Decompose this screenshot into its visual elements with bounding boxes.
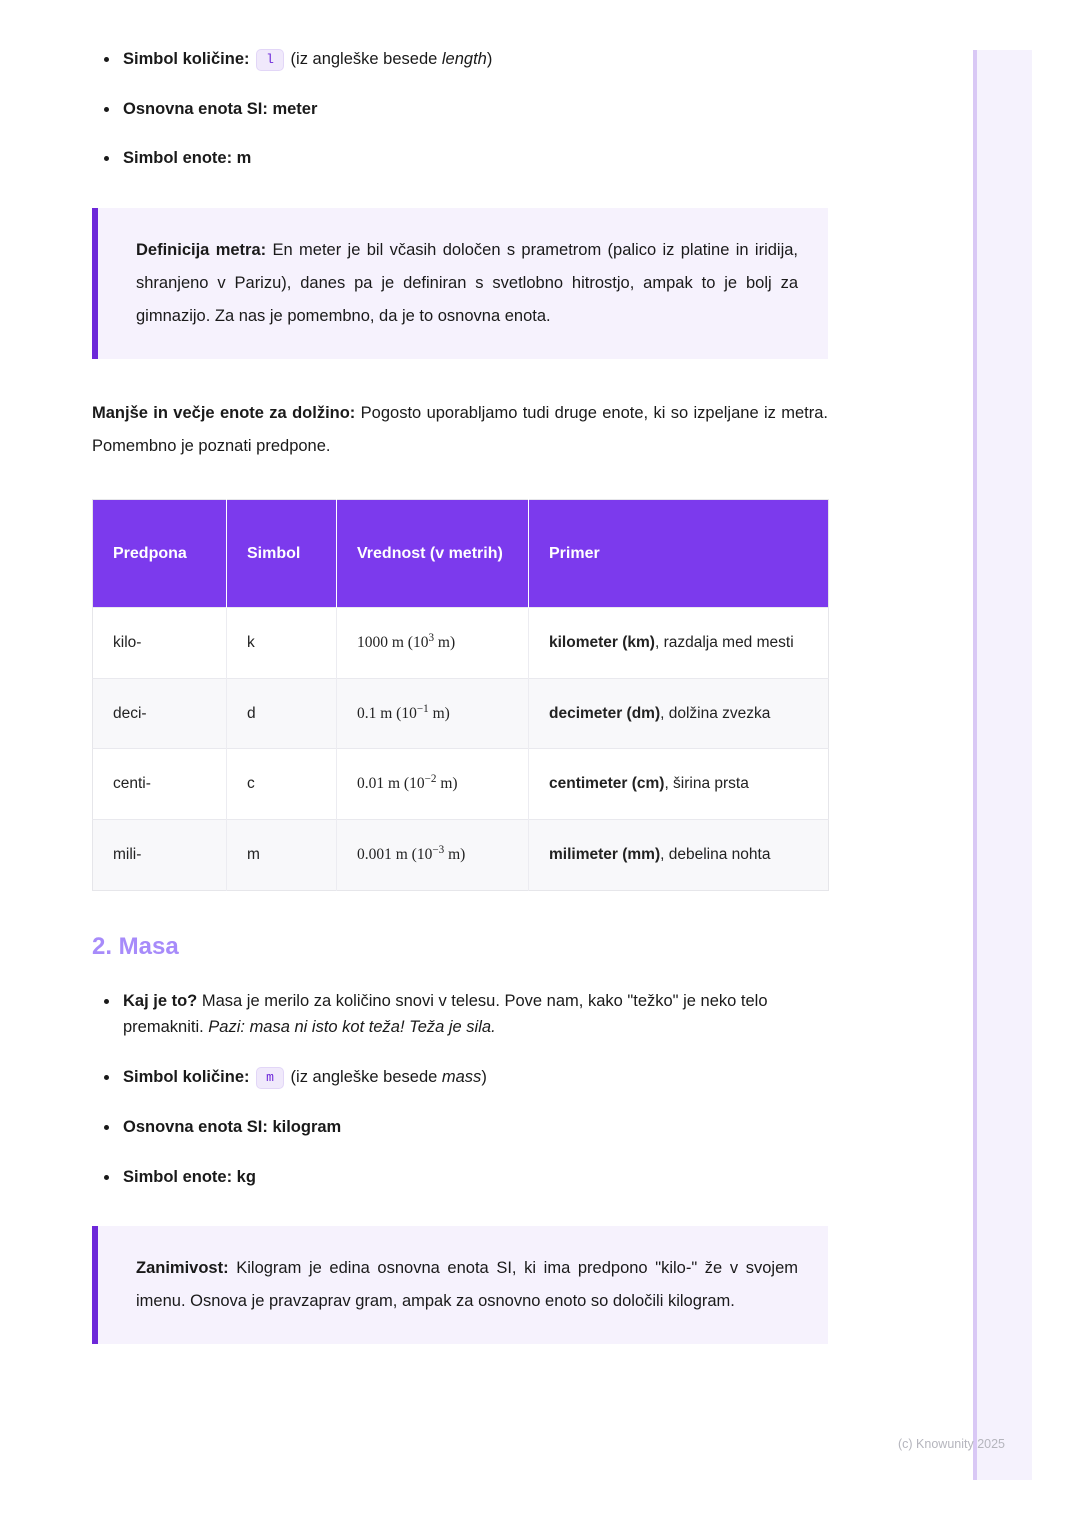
bullet-text-after-italic: ) (486, 50, 493, 68)
bullet-label: Osnovna enota SI: kilogram (123, 1117, 342, 1136)
table-row (93, 819, 829, 890)
bullet-label: Simbol enote: m (123, 149, 252, 168)
cell-example-rest: , debelina nohta (660, 846, 771, 864)
bullet-body: Masa je merilo za količino snovi v telesu. Pove nam, kako "težko" je neko telo premakniti. (123, 991, 768, 1037)
cell-example-rest: , dolžina zvezka (660, 704, 771, 722)
cell-value-tail: m) (434, 634, 456, 652)
callout-zanimivost (92, 1226, 828, 1344)
right-side-panel (973, 50, 1032, 1480)
list-item-symbol-quantity-mass (92, 1064, 828, 1091)
list-item-si-unit-mass (92, 1114, 828, 1141)
callout-body: En meter je bil včasih določen s prametrom (palico iz platine in iridija, shranjeno v Parizu), danes pa je definiran s svetlobno hitrostjo, ampak to je bolj za gimnazijo. Za nas je pomembno, da je to osnovna enota. (136, 241, 799, 326)
cell-value-exponent: −1 (416, 702, 429, 715)
table-header (93, 500, 829, 608)
cell-example (529, 678, 829, 749)
bullet-label: Simbol količine: (123, 50, 250, 68)
code-chip-length-symbol: l (256, 49, 284, 71)
document-content (92, 46, 828, 1344)
column-header-primer: Primer (529, 500, 829, 608)
cell-value-tail: m) (444, 846, 466, 864)
callout-definicija-metra (92, 208, 828, 359)
mass-bullet-list (92, 988, 828, 1191)
copyright-watermark: (c) Knowunity 2025 (898, 1437, 1006, 1451)
callout-body: Kilogram je edina osnovna enota SI, ki ima predpono "kilo-" že v svojem imenu. Osnova je pravzaprav gram, ampak za osnovno enoto so določili kilogram. (136, 1259, 798, 1311)
cell-symbol: d (227, 678, 337, 749)
cell-value-exponent: −2 (424, 773, 437, 786)
bullet-label: Kaj je to? (123, 991, 198, 1010)
cell-symbol: k (227, 608, 337, 679)
bullet-text-before-italic: (iz angleške besede (290, 50, 442, 68)
cell-symbol: m (227, 819, 337, 890)
cell-value-base: 0.01 m (10 (357, 775, 425, 793)
cell-example-bold: decimeter (dm) (549, 704, 661, 722)
list-item-what-is-mass (92, 988, 828, 1041)
table-header-row (93, 500, 829, 608)
list-item-unit-symbol-length (92, 145, 828, 172)
cell-prefix: mili- (93, 819, 227, 890)
callout-label: Zanimivost: (136, 1259, 229, 1278)
cell-example-bold: centimeter (cm) (549, 775, 665, 793)
table-row (93, 749, 829, 820)
list-item-si-unit-length (92, 96, 828, 123)
cell-value-exponent: 3 (428, 632, 435, 645)
cell-value (337, 678, 529, 749)
bullet-label: Osnovna enota SI: meter (123, 99, 318, 118)
column-header-vrednost: Vrednost (v metrih) (337, 500, 529, 608)
bullet-italic-note: Pazi: masa ni isto kot teža! Teža je sila. (208, 1018, 496, 1037)
bullet-label: Simbol količine: (123, 1068, 250, 1087)
bullet-text-before-italic: (iz angleške besede (290, 1068, 442, 1087)
cell-example-bold: milimeter (mm) (549, 846, 661, 864)
column-header-simbol: Simbol (227, 500, 337, 608)
bullet-text-after-italic: ) (481, 1068, 487, 1087)
cell-value-tail: m) (436, 775, 458, 793)
cell-value (337, 749, 529, 820)
code-chip-mass-symbol: m (256, 1067, 284, 1089)
cell-value (337, 608, 529, 679)
cell-prefix: deci- (93, 678, 227, 749)
list-item-symbol-quantity-length (92, 46, 828, 73)
cell-example-bold: kilometer (km) (549, 634, 655, 652)
cell-example-rest: , razdalja med mesti (654, 634, 794, 652)
list-item-unit-symbol-mass (92, 1164, 828, 1191)
table-row (93, 678, 829, 749)
cell-value-tail: m) (428, 704, 450, 722)
table-body (93, 608, 829, 890)
callout-label: Definicija metra: (136, 241, 267, 260)
cell-example (529, 608, 829, 679)
paragraph-label: Manjše in večje enote za dolžino: (92, 404, 356, 423)
cell-value (337, 819, 529, 890)
table-row (93, 608, 829, 679)
cell-prefix: kilo- (93, 608, 227, 679)
cell-example (529, 749, 829, 820)
bullet-italic-word: mass (441, 1068, 482, 1087)
cell-value-base: 0.1 m (10 (357, 704, 417, 722)
cell-example (529, 819, 829, 890)
cell-prefix: centi- (93, 749, 227, 820)
cell-symbol: c (227, 749, 337, 820)
column-header-predpona: Predpona (93, 500, 227, 608)
prefixes-table (92, 499, 829, 890)
page-section-title-masa: 2. Masa (92, 932, 179, 960)
bullet-italic-word: length (441, 50, 487, 68)
paragraph-body: Pogosto uporabljamo tudi druge enote, ki so izpeljane iz metra. Pomembno je poznati predpone. (92, 404, 828, 456)
cell-value-exponent: −3 (432, 843, 445, 856)
cell-value-base: 0.001 m (10 (357, 846, 433, 864)
bullet-label: Simbol enote: kg (123, 1167, 256, 1186)
length-bullet-list (92, 46, 828, 172)
cell-value-base: 1000 m (10 (357, 634, 429, 652)
paragraph-smaller-larger-units (92, 397, 828, 463)
cell-example-rest: , širina prsta (664, 775, 749, 793)
